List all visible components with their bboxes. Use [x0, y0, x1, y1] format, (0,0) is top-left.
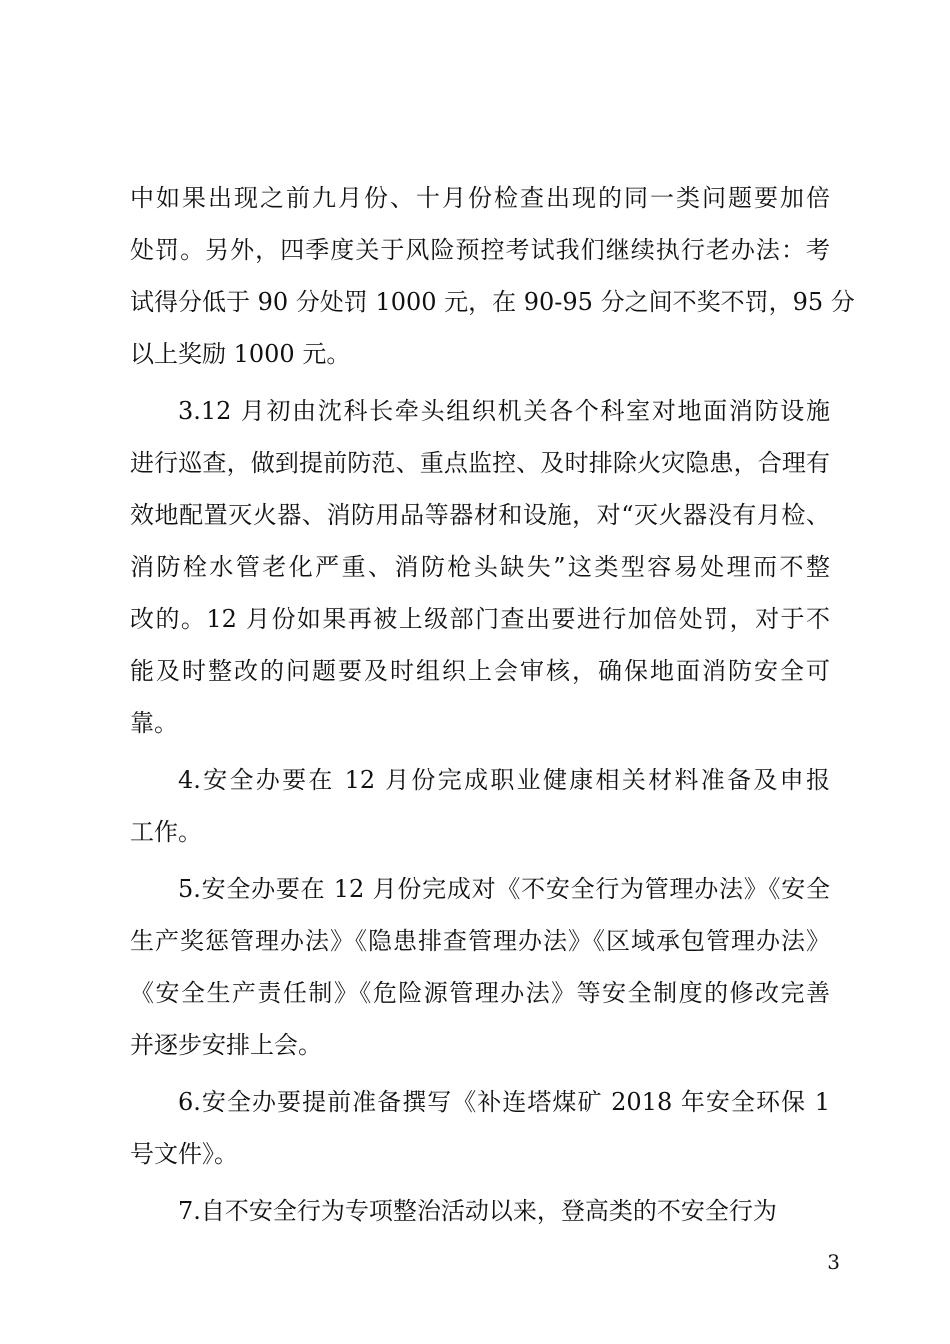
text-line: 《安全生产责任制》《危险源管理办法》等安全制度的修改完善 [130, 979, 830, 1007]
text-line: 工作。 [130, 818, 202, 846]
text-line: 进行巡查，做到提前防范、重点监控、及时排除火灾隐患，合理有 [130, 449, 830, 477]
text-line: 5.安全办要在 12 月份完成对《不安全行为管理办法》《安全 [178, 875, 830, 903]
text-line: 7.自不安全行为专项整治活动以来，登高类的不安全行为 [178, 1197, 777, 1225]
text-line: 以上奖励 1000 元。 [130, 340, 351, 368]
body-text [130, 172, 855, 1242]
paragraph-item-7 [130, 1185, 830, 1237]
page-number: 3 [827, 1250, 840, 1274]
text-line: 中如果出现之前九月份、十月份检查出现的同一类问题要加倍 [130, 184, 830, 212]
paragraph-continuation [130, 172, 855, 380]
text-line: 靠。 [130, 709, 178, 737]
paragraph-item-6 [130, 1076, 830, 1180]
text-line: 改的。12 月份如果再被上级部门查出要进行加倍处罚，对于不 [130, 605, 830, 633]
text-line: 生产奖惩管理办法》《隐患排查管理办法》《区域承包管理办法》 [130, 927, 830, 955]
text-line: 3.12 月初由沈科长牵头组织机关各个科室对地面消防设施 [178, 397, 830, 425]
paragraph-item-3 [130, 385, 830, 749]
text-line: 能及时整改的问题要及时组织上会审核，确保地面消防安全可 [130, 657, 830, 685]
text-line: 4.安全办要在 12 月份完成职业健康相关材料准备及申报 [178, 766, 830, 794]
text-line: 号文件》。 [130, 1140, 238, 1168]
text-line: 消防栓水管老化严重、消防枪头缺失”这类型容易处理而不整 [130, 553, 830, 581]
text-line: 处罚。另外，四季度关于风险预控考试我们继续执行老办法：考 [130, 236, 830, 264]
paragraph-item-4 [130, 754, 830, 858]
text-line: 试得分低于 90 分处罚 1000 元，在 90-95 分之间不奖不罚，95 分 [130, 288, 855, 316]
text-line: 并逐步安排上会。 [130, 1031, 322, 1059]
paragraph-item-5 [130, 863, 830, 1071]
text-line: 6.安全办要提前准备撰写《补连塔煤矿 2018 年安全环保 1 [178, 1088, 830, 1116]
text-line: 效地配置灭火器、消防用品等器材和设施，对“灭火器没有月检、 [130, 501, 830, 529]
